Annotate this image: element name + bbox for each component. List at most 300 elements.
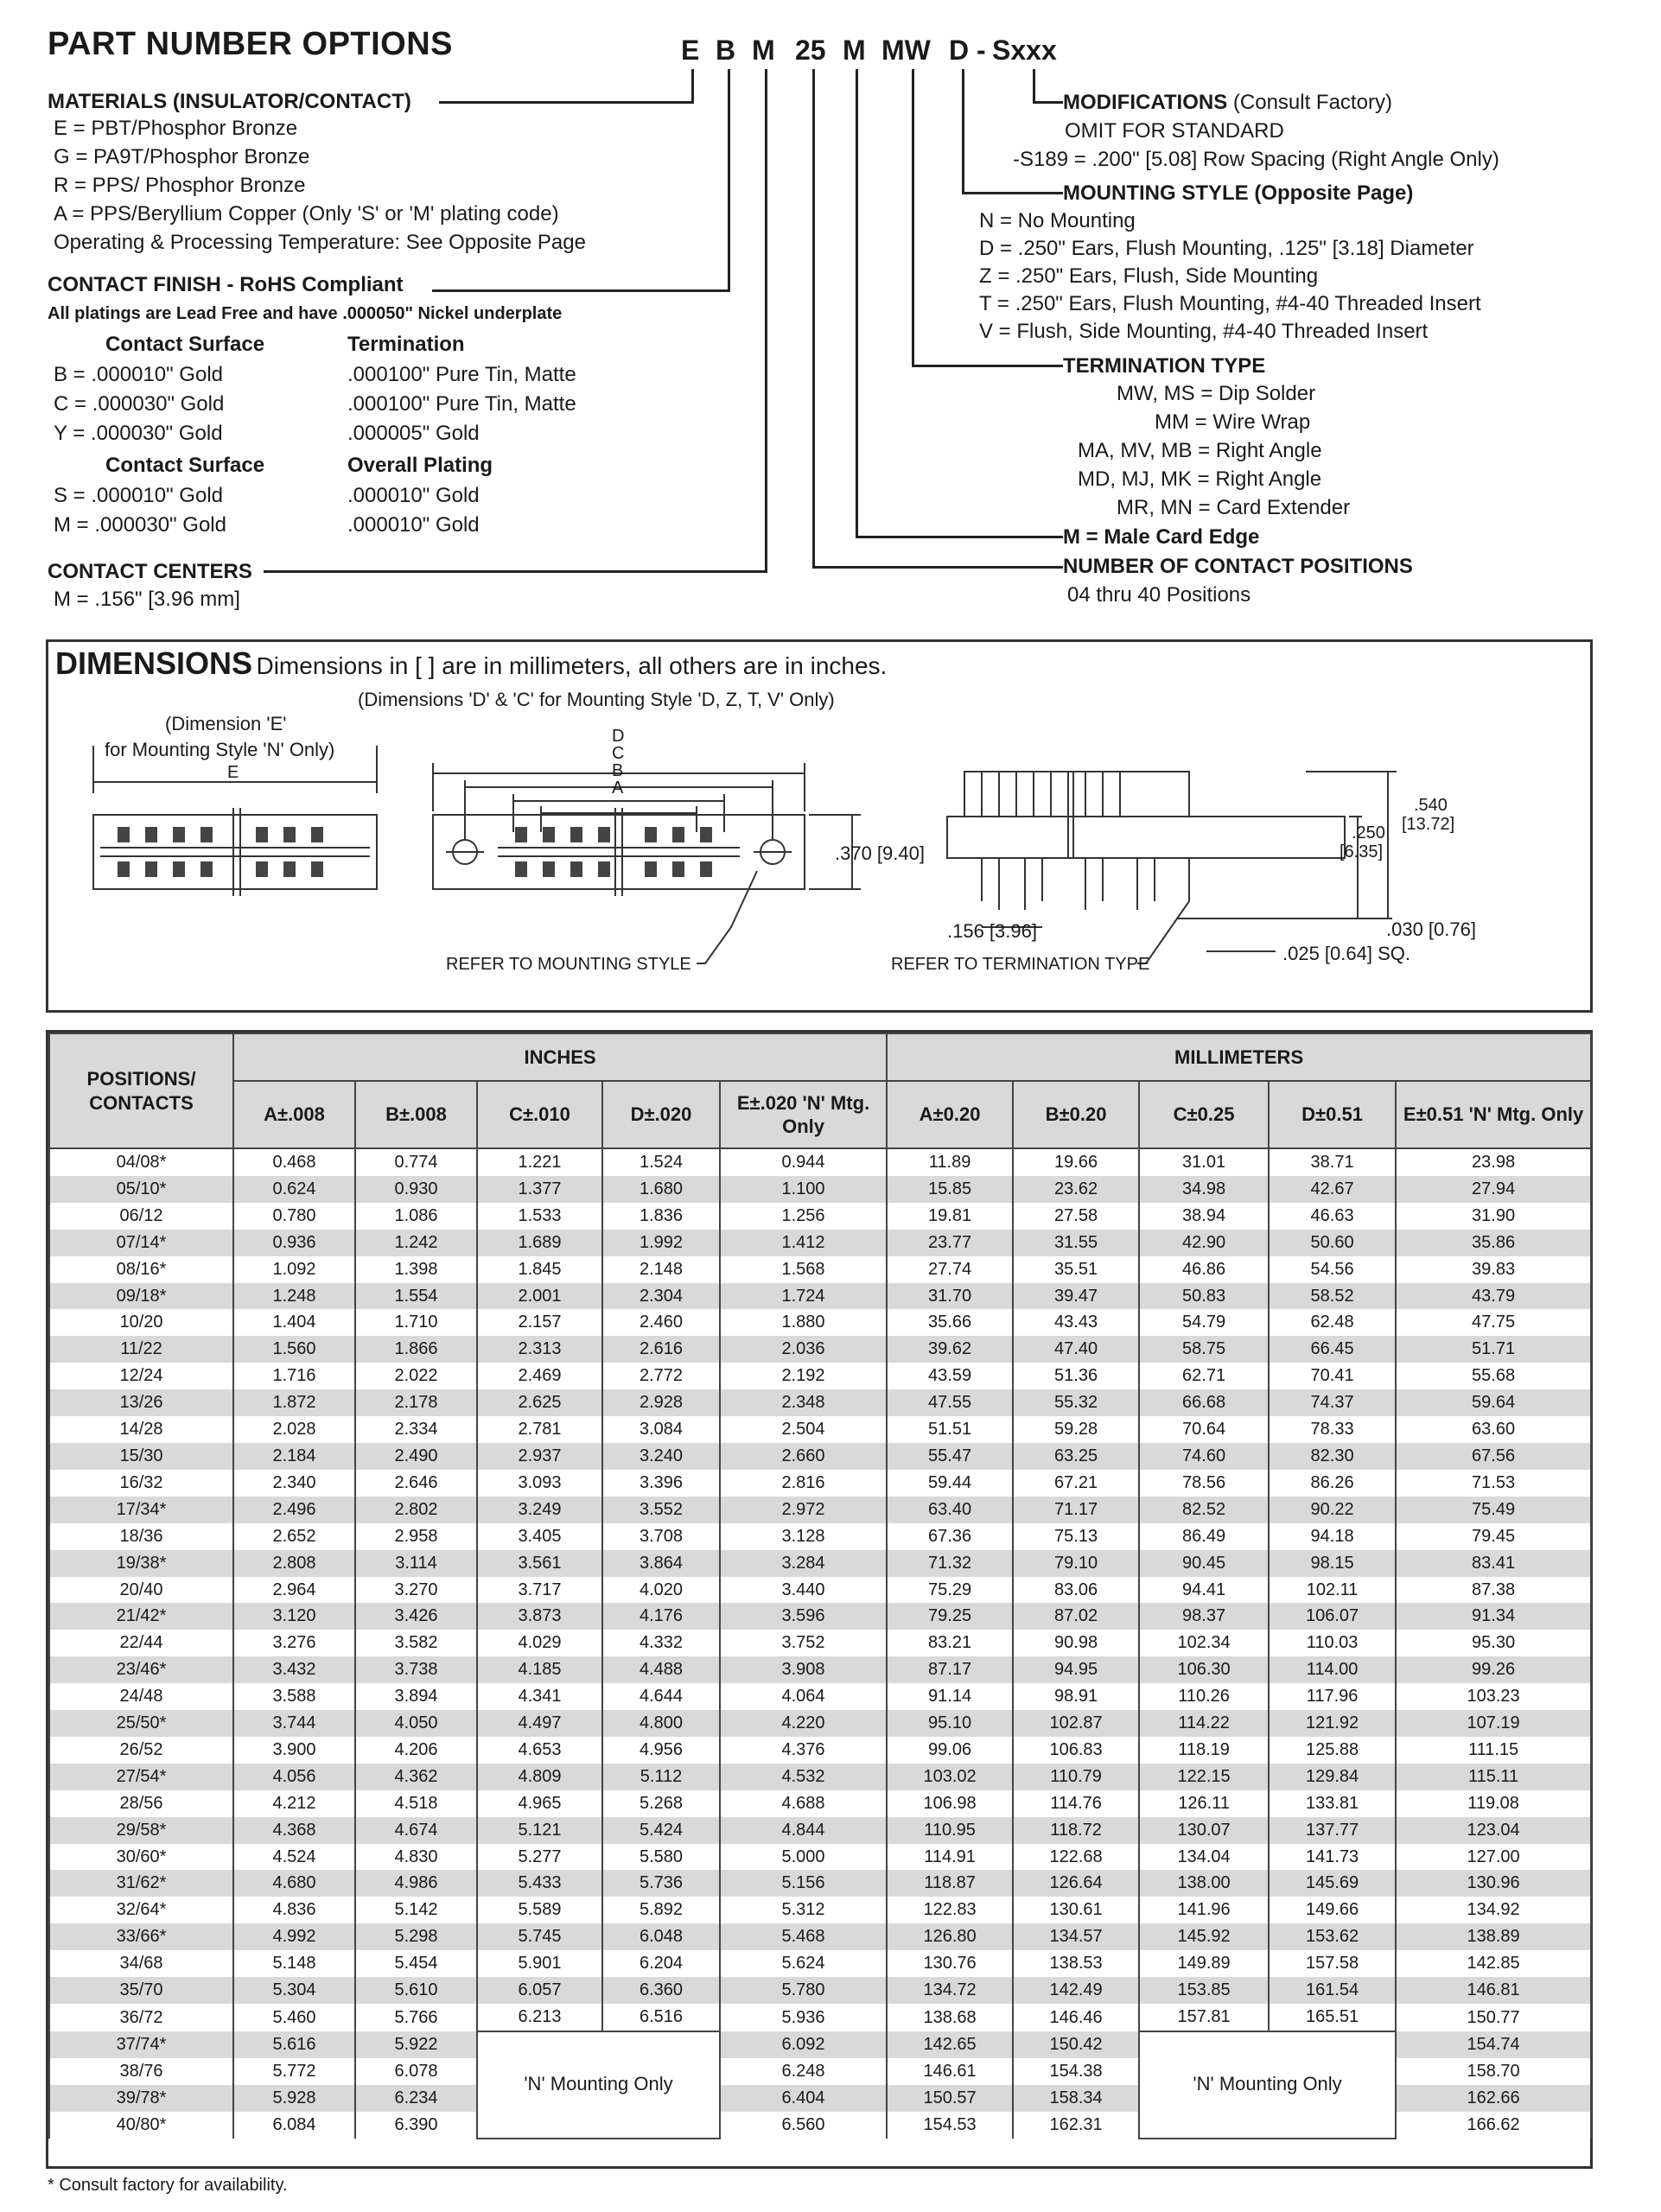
value-cell: 74.60 xyxy=(1139,1443,1269,1470)
value-cell: 1.836 xyxy=(602,1203,720,1230)
value-cell: 4.680 xyxy=(233,1870,355,1897)
value-cell: 4.986 xyxy=(355,1870,477,1897)
overall-plating-header: Overall Plating xyxy=(347,454,493,477)
positions-cell: 09/18* xyxy=(49,1283,233,1310)
termination-line: MA, MV, MB = Right Angle xyxy=(1078,439,1322,462)
value-cell: 2.178 xyxy=(355,1389,477,1416)
termination-line: MM = Wire Wrap xyxy=(1155,410,1311,434)
value-cell: 157.81 xyxy=(1139,2004,1269,2031)
value-cell: 0.930 xyxy=(355,1176,477,1203)
value-cell: 4.836 xyxy=(233,1897,355,1923)
value-cell: 43.59 xyxy=(887,1363,1013,1389)
value-cell: 47.75 xyxy=(1396,1309,1591,1336)
positions-cell: 27/54* xyxy=(49,1764,233,1790)
contact-centers-value: M = .156" [3.96 mm] xyxy=(54,588,240,611)
value-cell: 5.156 xyxy=(720,1870,887,1897)
value-cell: 82.30 xyxy=(1269,1443,1396,1470)
label-e: E xyxy=(227,763,239,782)
value-cell: 137.77 xyxy=(1269,1817,1396,1844)
positions-cell: 16/32 xyxy=(49,1470,233,1497)
value-cell: 70.64 xyxy=(1139,1416,1269,1443)
value-cell: 35.51 xyxy=(1013,1256,1139,1283)
value-cell: 2.802 xyxy=(355,1497,477,1523)
value-cell: 39.83 xyxy=(1396,1256,1591,1283)
value-cell: 2.660 xyxy=(720,1443,887,1470)
value-cell: 5.922 xyxy=(355,2031,477,2058)
value-cell: 2.192 xyxy=(720,1363,887,1389)
positions-cell: 17/34* xyxy=(49,1497,233,1523)
value-cell: 3.284 xyxy=(720,1550,887,1577)
value-cell: 5.589 xyxy=(477,1897,602,1923)
value-cell: 125.88 xyxy=(1269,1737,1396,1764)
value-cell: 129.84 xyxy=(1269,1764,1396,1790)
value-cell: 1.680 xyxy=(602,1176,720,1203)
value-cell: 51.71 xyxy=(1396,1336,1591,1363)
value-cell: 4.376 xyxy=(720,1737,887,1764)
value-cell: 31.90 xyxy=(1396,1203,1591,1230)
value-cell: 6.248 xyxy=(720,2058,887,2085)
value-cell: 3.561 xyxy=(477,1550,602,1577)
value-cell: 5.460 xyxy=(233,2004,355,2031)
value-cell: 5.892 xyxy=(602,1897,720,1923)
value-cell: 50.60 xyxy=(1269,1230,1396,1256)
value-cell: 162.66 xyxy=(1396,2085,1591,2112)
value-cell: 3.552 xyxy=(602,1497,720,1523)
value-cell: 2.808 xyxy=(233,1550,355,1577)
value-cell: 3.084 xyxy=(602,1416,720,1443)
label-b: B xyxy=(612,761,624,780)
value-cell: 2.958 xyxy=(355,1523,477,1550)
dim-025: .025 [0.64] SQ. xyxy=(1282,943,1410,964)
value-cell: 1.845 xyxy=(477,1256,602,1283)
table-row xyxy=(49,1148,1591,1176)
value-cell: 86.26 xyxy=(1269,1470,1396,1497)
value-cell: 3.744 xyxy=(233,1710,355,1737)
value-cell: 4.532 xyxy=(720,1764,887,1790)
n-mounting-only-note: 'N' Mounting Only xyxy=(477,2031,720,2139)
value-cell: 3.405 xyxy=(477,1523,602,1550)
value-cell: 2.772 xyxy=(602,1363,720,1389)
value-cell: 75.29 xyxy=(887,1577,1013,1604)
value-cell: 6.078 xyxy=(355,2058,477,2085)
modifications-line: -S189 = .200" [5.08] Row Spacing (Right Angle Only) xyxy=(1013,148,1499,171)
value-cell: 126.64 xyxy=(1013,1870,1139,1897)
value-cell: 4.674 xyxy=(355,1817,477,1844)
note-e-2: for Mounting Style 'N' Only) xyxy=(105,739,335,760)
value-cell: 142.65 xyxy=(887,2031,1013,2058)
value-cell: 1.872 xyxy=(233,1389,355,1416)
positions-cell: 05/10* xyxy=(49,1176,233,1203)
value-cell: 4.488 xyxy=(602,1656,720,1683)
table-row xyxy=(49,1256,1591,1283)
value-cell: 19.81 xyxy=(887,1203,1013,1230)
positions-cell: 35/70 xyxy=(49,1977,233,2004)
table-row xyxy=(49,1977,1591,2004)
value-cell: 1.533 xyxy=(477,1203,602,1230)
value-cell: 98.91 xyxy=(1013,1683,1139,1710)
table-row xyxy=(49,1817,1591,1844)
value-cell: 158.70 xyxy=(1396,2058,1591,2085)
finish-code: C = .000030" Gold xyxy=(54,392,225,416)
col-header: A±.008 xyxy=(233,1081,355,1148)
value-cell: 74.37 xyxy=(1269,1389,1396,1416)
value-cell: 3.873 xyxy=(477,1603,602,1630)
value-cell: 67.36 xyxy=(887,1523,1013,1550)
table-row xyxy=(49,1550,1591,1577)
value-cell: 67.21 xyxy=(1013,1470,1139,1497)
value-cell: 0.468 xyxy=(233,1148,355,1176)
value-cell: 46.63 xyxy=(1269,1203,1396,1230)
value-cell: 2.001 xyxy=(477,1283,602,1310)
value-cell: 107.19 xyxy=(1396,1710,1591,1737)
dim-540-mm: [13.72] xyxy=(1402,815,1455,834)
value-cell: 146.46 xyxy=(1013,2004,1139,2031)
value-cell: 2.334 xyxy=(355,1416,477,1443)
value-cell: 5.616 xyxy=(233,2031,355,2058)
positions-cell: 26/52 xyxy=(49,1737,233,1764)
value-cell: 90.98 xyxy=(1013,1630,1139,1656)
value-cell: 142.85 xyxy=(1396,1950,1591,1977)
col-header: E±0.51 'N' Mtg. Only xyxy=(1396,1081,1591,1148)
value-cell: 5.745 xyxy=(477,1923,602,1950)
value-cell: 4.524 xyxy=(233,1844,355,1871)
value-cell: 78.33 xyxy=(1269,1416,1396,1443)
value-cell: 4.518 xyxy=(355,1790,477,1817)
value-cell: 114.22 xyxy=(1139,1710,1269,1737)
value-cell: 4.056 xyxy=(233,1764,355,1790)
col-header: D±0.51 xyxy=(1269,1081,1396,1148)
dim-250-mm: [6.35] xyxy=(1340,842,1384,861)
table-row xyxy=(49,2004,1591,2031)
value-cell: 15.85 xyxy=(887,1176,1013,1203)
positions-cell: 37/74* xyxy=(49,2031,233,2058)
value-cell: 87.02 xyxy=(1013,1603,1139,1630)
col-header: B±0.20 xyxy=(1013,1081,1139,1148)
value-cell: 54.56 xyxy=(1269,1256,1396,1283)
positions-cell: 18/36 xyxy=(49,1523,233,1550)
value-cell: 5.268 xyxy=(602,1790,720,1817)
value-cell: 50.83 xyxy=(1139,1283,1269,1310)
col-header: B±.008 xyxy=(355,1081,477,1148)
footnote: * Consult factory for availability. xyxy=(48,2176,288,2195)
value-cell: 102.87 xyxy=(1013,1710,1139,1737)
value-cell: 1.248 xyxy=(233,1283,355,1310)
value-cell: 2.504 xyxy=(720,1416,887,1443)
table-row xyxy=(49,1443,1591,1470)
value-cell: 99.06 xyxy=(887,1737,1013,1764)
value-cell: 114.76 xyxy=(1013,1790,1139,1817)
value-cell: 5.780 xyxy=(720,1977,887,2004)
value-cell: 1.398 xyxy=(355,1256,477,1283)
finish-term: .000005" Gold xyxy=(347,422,480,445)
value-cell: 23.98 xyxy=(1396,1148,1591,1176)
value-cell: 2.928 xyxy=(602,1389,720,1416)
positions-cell: 36/72 xyxy=(49,2004,233,2031)
value-cell: 86.49 xyxy=(1139,1523,1269,1550)
value-cell: 133.81 xyxy=(1269,1790,1396,1817)
value-cell: 3.114 xyxy=(355,1550,477,1577)
value-cell: 3.596 xyxy=(720,1603,887,1630)
value-cell: 134.92 xyxy=(1396,1897,1591,1923)
value-cell: 43.43 xyxy=(1013,1309,1139,1336)
value-cell: 66.68 xyxy=(1139,1389,1269,1416)
positions-cell: 23/46* xyxy=(49,1656,233,1683)
value-cell: 2.616 xyxy=(602,1336,720,1363)
dimensions-subtitle: Dimensions in [ ] are in millimeters, all others are in inches. xyxy=(256,652,888,679)
value-cell: 2.022 xyxy=(355,1363,477,1389)
positions-cell: 38/76 xyxy=(49,2058,233,2085)
mounting-line: V = Flush, Side Mounting, #4-40 Threaded Insert xyxy=(979,320,1429,343)
code-centers: M xyxy=(752,35,775,66)
contact-surface-header-2: Contact Surface xyxy=(105,454,265,477)
value-cell: 118.19 xyxy=(1139,1737,1269,1764)
note-dc: (Dimensions 'D' & 'C' for Mounting Style 'D, Z, T, V' Only) xyxy=(358,689,835,710)
value-cell: 63.60 xyxy=(1396,1416,1591,1443)
positions-cell: 29/58* xyxy=(49,1817,233,1844)
value-cell: 1.100 xyxy=(720,1176,887,1203)
dim-156: .156 [3.96] xyxy=(947,920,1037,942)
value-cell: 63.40 xyxy=(887,1497,1013,1523)
code-male: M xyxy=(843,35,866,66)
data-table xyxy=(48,1033,1592,2139)
table-row xyxy=(49,1230,1591,1256)
value-cell: 6.560 xyxy=(720,2112,887,2139)
value-cell: 3.588 xyxy=(233,1683,355,1710)
value-cell: 3.270 xyxy=(355,1577,477,1604)
value-cell: 5.772 xyxy=(233,2058,355,2085)
value-cell: 2.781 xyxy=(477,1416,602,1443)
positions-header: POSITIONS/ CONTACTS xyxy=(49,1033,233,1148)
table-row xyxy=(49,1656,1591,1683)
value-cell: 130.61 xyxy=(1013,1897,1139,1923)
value-cell: 121.92 xyxy=(1269,1710,1396,1737)
materials-line: R = PPS/ Phosphor Bronze xyxy=(54,174,306,197)
materials-line: A = PPS/Beryllium Copper (Only 'S' or 'M' plating code) xyxy=(54,202,559,226)
value-cell: 1.568 xyxy=(720,1256,887,1283)
positions-cell: 24/48 xyxy=(49,1683,233,1710)
table-body xyxy=(49,1148,1591,2139)
value-cell: 2.964 xyxy=(233,1577,355,1604)
value-cell: 4.220 xyxy=(720,1710,887,1737)
value-cell: 4.844 xyxy=(720,1817,887,1844)
value-cell: 5.312 xyxy=(720,1897,887,1923)
value-cell: 110.03 xyxy=(1269,1630,1396,1656)
value-cell: 27.74 xyxy=(887,1256,1013,1283)
value-cell: 165.51 xyxy=(1269,2004,1396,2031)
finish-term: .000100" Pure Tin, Matte xyxy=(347,392,576,416)
value-cell: 87.38 xyxy=(1396,1577,1591,1604)
value-cell: 5.148 xyxy=(233,1950,355,1977)
value-cell: 3.426 xyxy=(355,1603,477,1630)
value-cell: 111.15 xyxy=(1396,1737,1591,1764)
male-card-edge: M = Male Card Edge xyxy=(1063,525,1260,549)
value-cell: 6.360 xyxy=(602,1977,720,2004)
value-cell: 2.469 xyxy=(477,1363,602,1389)
value-cell: 3.440 xyxy=(720,1577,887,1604)
value-cell: 54.79 xyxy=(1139,1309,1269,1336)
inches-group-header: INCHES xyxy=(233,1033,887,1081)
value-cell: 91.34 xyxy=(1396,1603,1591,1630)
value-cell: 5.304 xyxy=(233,1977,355,2004)
table-row xyxy=(49,1923,1591,1950)
value-cell: 1.866 xyxy=(355,1336,477,1363)
value-cell: 6.404 xyxy=(720,2085,887,2112)
mounting-line: D = .250" Ears, Flush Mounting, .125" [3.18] Diameter xyxy=(979,237,1474,260)
value-cell: 153.62 xyxy=(1269,1923,1396,1950)
value-cell: 138.68 xyxy=(887,2004,1013,2031)
value-cell: 43.79 xyxy=(1396,1283,1591,1310)
table-row xyxy=(49,1950,1591,1977)
value-cell: 110.95 xyxy=(887,1817,1013,1844)
value-cell: 0.936 xyxy=(233,1230,355,1256)
value-cell: 162.31 xyxy=(1013,2112,1139,2139)
dim-030: .030 [0.76] xyxy=(1386,918,1476,940)
positions-cell: 13/26 xyxy=(49,1389,233,1416)
value-cell: 146.81 xyxy=(1396,1977,1591,2004)
mounting-line: T = .250" Ears, Flush Mounting, #4-40 Threaded Insert xyxy=(979,292,1481,315)
value-cell: 55.68 xyxy=(1396,1363,1591,1389)
value-cell: 1.880 xyxy=(720,1309,887,1336)
value-cell: 5.580 xyxy=(602,1844,720,1871)
table-row xyxy=(49,1710,1591,1737)
value-cell: 79.45 xyxy=(1396,1523,1591,1550)
table-row xyxy=(49,1603,1591,1630)
value-cell: 3.240 xyxy=(602,1443,720,1470)
value-cell: 4.653 xyxy=(477,1737,602,1764)
value-cell: 4.064 xyxy=(720,1683,887,1710)
value-cell: 2.313 xyxy=(477,1336,602,1363)
materials-line: E = PBT/Phosphor Bronze xyxy=(54,117,298,140)
finish-term: .000100" Pure Tin, Matte xyxy=(347,363,576,386)
value-cell: 4.020 xyxy=(602,1577,720,1604)
mm-group-header: MILLIMETERS xyxy=(887,1033,1591,1081)
positions-cell: 14/28 xyxy=(49,1416,233,1443)
table-row xyxy=(49,1203,1591,1230)
col-header: C±.010 xyxy=(477,1081,602,1148)
value-cell: 141.96 xyxy=(1139,1897,1269,1923)
value-cell: 1.689 xyxy=(477,1230,602,1256)
value-cell: 39.47 xyxy=(1013,1283,1139,1310)
value-cell: 3.276 xyxy=(233,1630,355,1656)
positions-cell: 30/60* xyxy=(49,1844,233,1871)
finish-code: M = .000030" Gold xyxy=(54,513,226,537)
value-cell: 118.87 xyxy=(887,1870,1013,1897)
positions-cell: 31/62* xyxy=(49,1870,233,1897)
value-cell: 1.524 xyxy=(602,1148,720,1176)
positions-cell: 22/44 xyxy=(49,1630,233,1656)
value-cell: 1.221 xyxy=(477,1148,602,1176)
contact-finish-label: CONTACT FINISH - RoHS Compliant xyxy=(48,273,404,296)
value-cell: 4.965 xyxy=(477,1790,602,1817)
value-cell: 95.10 xyxy=(887,1710,1013,1737)
value-cell: 5.000 xyxy=(720,1844,887,1871)
value-cell: 153.85 xyxy=(1139,1977,1269,2004)
value-cell: 122.15 xyxy=(1139,1764,1269,1790)
termination-line: MR, MN = Card Extender xyxy=(1117,496,1351,519)
table-row xyxy=(49,1363,1591,1389)
value-cell: 145.92 xyxy=(1139,1923,1269,1950)
modifications-line: OMIT FOR STANDARD xyxy=(1065,119,1284,143)
value-cell: 90.22 xyxy=(1269,1497,1396,1523)
value-cell: 47.40 xyxy=(1013,1336,1139,1363)
value-cell: 149.89 xyxy=(1139,1950,1269,1977)
value-cell: 78.56 xyxy=(1139,1470,1269,1497)
value-cell: 4.212 xyxy=(233,1790,355,1817)
value-cell: 4.332 xyxy=(602,1630,720,1656)
value-cell: 5.121 xyxy=(477,1817,602,1844)
finish-term: .000010" Gold xyxy=(347,484,480,507)
value-cell: 51.36 xyxy=(1013,1363,1139,1389)
n-mounting-only-note: 'N' Mounting Only xyxy=(1139,2031,1396,2139)
col-header: E±.020 'N' Mtg. Only xyxy=(720,1081,887,1148)
label-c: C xyxy=(612,744,625,763)
value-cell: 130.07 xyxy=(1139,1817,1269,1844)
value-cell: 3.908 xyxy=(720,1656,887,1683)
value-cell: 83.06 xyxy=(1013,1577,1139,1604)
value-cell: 5.901 xyxy=(477,1950,602,1977)
value-cell: 2.646 xyxy=(355,1470,477,1497)
value-cell: 1.404 xyxy=(233,1309,355,1336)
dimension-table xyxy=(46,1030,1593,2169)
value-cell: 130.76 xyxy=(887,1950,1013,1977)
table-row xyxy=(49,2031,1591,2058)
value-cell: 31.70 xyxy=(887,1283,1013,1310)
value-cell: 6.390 xyxy=(355,2112,477,2139)
positions-cell: 12/24 xyxy=(49,1363,233,1389)
value-cell: 1.724 xyxy=(720,1283,887,1310)
value-cell: 34.98 xyxy=(1139,1176,1269,1203)
value-cell: 31.01 xyxy=(1139,1148,1269,1176)
value-cell: 75.13 xyxy=(1013,1523,1139,1550)
table-row xyxy=(49,1470,1591,1497)
positions-cell: 25/50* xyxy=(49,1710,233,1737)
value-cell: 117.96 xyxy=(1269,1683,1396,1710)
value-cell: 79.10 xyxy=(1013,1550,1139,1577)
value-cell: 2.340 xyxy=(233,1470,355,1497)
value-cell: 2.460 xyxy=(602,1309,720,1336)
dimensions-panel xyxy=(46,639,1593,1013)
value-cell: 138.53 xyxy=(1013,1950,1139,1977)
modifications-label: MODIFICATIONS xyxy=(1063,91,1228,114)
value-cell: 5.468 xyxy=(720,1923,887,1950)
contact-surface-header: Contact Surface xyxy=(105,333,265,356)
dim-370: .370 [9.40] xyxy=(835,842,925,864)
value-cell: 5.298 xyxy=(355,1923,477,1950)
value-cell: 5.928 xyxy=(233,2085,355,2112)
value-cell: 114.00 xyxy=(1269,1656,1396,1683)
note-e-1: (Dimension 'E' xyxy=(165,713,287,734)
value-cell: 138.89 xyxy=(1396,1923,1591,1950)
value-cell: 62.48 xyxy=(1269,1309,1396,1336)
value-cell: 87.17 xyxy=(887,1656,1013,1683)
positions-cell: 19/38* xyxy=(49,1550,233,1577)
termination-line: MW, MS = Dip Solder xyxy=(1117,382,1316,405)
value-cell: 106.30 xyxy=(1139,1656,1269,1683)
positions-value: 04 thru 40 Positions xyxy=(1067,583,1251,607)
value-cell: 2.496 xyxy=(233,1497,355,1523)
page-title: PART NUMBER OPTIONS xyxy=(48,26,454,62)
value-cell: 94.18 xyxy=(1269,1523,1396,1550)
value-cell: 2.972 xyxy=(720,1497,887,1523)
value-cell: 2.937 xyxy=(477,1443,602,1470)
label-d: D xyxy=(612,727,625,746)
table-row xyxy=(49,1844,1591,1871)
value-cell: 103.02 xyxy=(887,1764,1013,1790)
value-cell: 4.809 xyxy=(477,1764,602,1790)
value-cell: 59.64 xyxy=(1396,1389,1591,1416)
value-cell: 4.341 xyxy=(477,1683,602,1710)
refer-mounting: REFER TO MOUNTING STYLE xyxy=(446,955,691,974)
